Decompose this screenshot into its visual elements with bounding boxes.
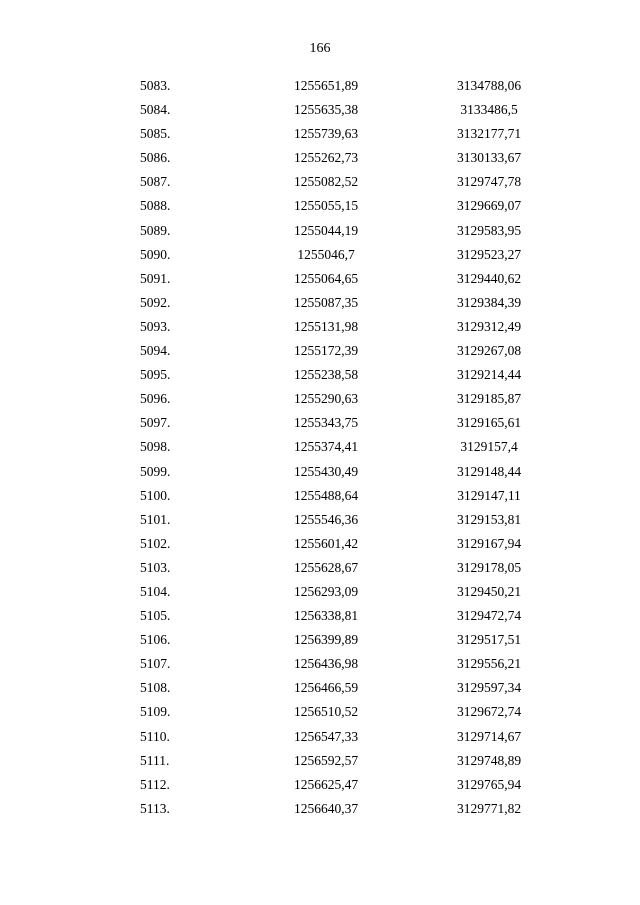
coordinate-x: 1255082,52 — [293, 174, 359, 190]
point-number: 5085. — [140, 126, 171, 142]
point-number: 5101. — [140, 511, 171, 527]
coordinate-x: 1255087,35 — [293, 294, 359, 310]
coordinate-x: 1255430,49 — [293, 463, 359, 479]
table-row — [0, 582, 640, 606]
coordinate-y: 3129771,82 — [456, 800, 522, 816]
table-row — [0, 630, 640, 654]
point-number: 5097. — [140, 415, 171, 431]
point-number: 5088. — [140, 198, 171, 214]
table-row — [0, 269, 640, 293]
point-number: 5083. — [140, 78, 171, 93]
coordinate-y: 3129147,11 — [457, 487, 521, 503]
coordinate-y: 3129148,44 — [456, 463, 522, 479]
coordinate-y: 3130133,67 — [456, 150, 522, 166]
point-number: 5100. — [140, 487, 171, 503]
coordinate-y: 3133486,5 — [460, 102, 518, 118]
table-row — [0, 389, 640, 413]
point-number: 5092. — [140, 294, 171, 310]
coordinate-y: 3129556,21 — [456, 656, 522, 672]
point-number: 5084. — [140, 102, 171, 118]
table-row — [0, 124, 640, 148]
table-row — [0, 654, 640, 678]
point-number: 5086. — [140, 150, 171, 166]
point-number: 5105. — [140, 608, 171, 624]
table-row — [0, 365, 640, 389]
coordinate-table — [0, 76, 640, 823]
point-number: 5104. — [140, 583, 171, 599]
table-row — [0, 341, 640, 365]
coordinate-x: 1256625,47 — [293, 776, 359, 792]
table-row — [0, 678, 640, 702]
coordinate-x: 1255739,63 — [293, 126, 359, 142]
coordinate-x: 1256338,81 — [293, 608, 359, 624]
coordinate-y: 3129523,27 — [456, 246, 522, 262]
point-number: 5091. — [140, 270, 171, 286]
coordinate-x: 1255635,38 — [293, 102, 359, 118]
coordinate-x: 1256547,33 — [293, 728, 359, 744]
table-row — [0, 293, 640, 317]
coordinate-x: 1255374,41 — [293, 439, 359, 455]
coordinate-y: 3129165,61 — [456, 415, 522, 431]
coordinate-y: 3129178,05 — [456, 559, 522, 575]
table-row — [0, 245, 640, 269]
point-number: 5087. — [140, 174, 171, 190]
table-row — [0, 727, 640, 751]
table-row — [0, 510, 640, 534]
coordinate-x: 1255238,58 — [293, 367, 359, 383]
coordinate-x: 1255488,64 — [293, 487, 359, 503]
coordinate-x: 1255055,15 — [293, 198, 359, 214]
coordinate-y: 3129185,87 — [456, 391, 522, 407]
point-number: 5110. — [140, 728, 170, 744]
table-row — [0, 775, 640, 799]
coordinate-y: 3129765,94 — [456, 776, 522, 792]
coordinate-x: 1255546,36 — [293, 511, 359, 527]
table-row — [0, 317, 640, 341]
table-row — [0, 606, 640, 630]
table-row — [0, 558, 640, 582]
coordinate-x: 1256466,59 — [293, 680, 359, 696]
coordinate-y: 3129583,95 — [456, 222, 522, 238]
coordinate-x: 1255064,65 — [293, 270, 359, 286]
coordinate-y: 3129597,34 — [456, 680, 522, 696]
coordinate-x: 1256436,98 — [293, 656, 359, 672]
point-number: 5089. — [140, 222, 171, 238]
point-number: 5090. — [140, 246, 171, 262]
table-row — [0, 172, 640, 196]
table-row — [0, 100, 640, 124]
table-row — [0, 221, 640, 245]
coordinate-x: 1256399,89 — [293, 632, 359, 648]
coordinate-x: 1256293,09 — [293, 583, 359, 599]
table-row — [0, 534, 640, 558]
coordinate-x: 1256640,37 — [293, 800, 359, 816]
coordinate-y: 3134788,06 — [456, 78, 522, 93]
coordinate-y: 3129714,67 — [456, 728, 522, 744]
point-number: 5109. — [140, 704, 171, 720]
point-number: 5095. — [140, 367, 171, 383]
coordinate-x: 1255628,67 — [293, 559, 359, 575]
coordinate-x: 1256510,52 — [293, 704, 359, 720]
coordinate-y: 3129214,44 — [456, 367, 522, 383]
coordinate-y: 3129669,07 — [456, 198, 522, 214]
point-number: 5103. — [140, 559, 171, 575]
point-number: 5113. — [140, 800, 170, 816]
coordinate-x: 1255343,75 — [293, 415, 359, 431]
coordinate-y: 3129672,74 — [456, 704, 522, 720]
point-number: 5102. — [140, 535, 171, 551]
coordinate-y: 3129748,89 — [456, 752, 522, 768]
point-number: 5096. — [140, 391, 171, 407]
coordinate-y: 3129157,4 — [460, 439, 518, 455]
point-number: 5108. — [140, 680, 171, 696]
point-number: 5112. — [140, 776, 170, 792]
table-row — [0, 799, 640, 823]
table-row — [0, 486, 640, 510]
coordinate-x: 1255046,7 — [297, 246, 355, 262]
coordinate-x: 1255651,89 — [293, 78, 359, 93]
coordinate-x: 1255262,73 — [293, 150, 359, 166]
coordinate-x: 1255172,39 — [293, 343, 359, 359]
table-row — [0, 437, 640, 461]
page-number: 166 — [309, 41, 331, 56]
coordinate-x: 1255044,19 — [293, 222, 359, 238]
table-row — [0, 148, 640, 172]
coordinate-y: 3129167,94 — [456, 535, 522, 551]
coordinate-y: 3129267,08 — [456, 343, 522, 359]
point-number: 5106. — [140, 632, 171, 648]
coordinate-y: 3129312,49 — [456, 318, 522, 334]
coordinate-y: 3129440,62 — [456, 270, 522, 286]
table-row — [0, 196, 640, 220]
coordinate-y: 3129472,74 — [456, 608, 522, 624]
coordinate-x: 1255131,98 — [293, 318, 359, 334]
point-number: 5111. — [140, 752, 170, 768]
coordinate-x: 1255290,63 — [293, 391, 359, 407]
table-row — [0, 751, 640, 775]
point-number: 5094. — [140, 343, 171, 359]
point-number: 5093. — [140, 318, 171, 334]
coordinate-y: 3129747,78 — [456, 174, 522, 190]
table-row — [0, 702, 640, 726]
table-row — [0, 462, 640, 486]
coordinate-y: 3129384,39 — [456, 294, 522, 310]
coordinate-x: 1255601,42 — [293, 535, 359, 551]
point-number: 5107. — [140, 656, 171, 672]
coordinate-y: 3129450,21 — [456, 583, 522, 599]
point-number: 5098. — [140, 439, 171, 455]
coordinate-y: 3129153,81 — [456, 511, 522, 527]
point-number: 5099. — [140, 463, 171, 479]
coordinate-x: 1256592,57 — [293, 752, 359, 768]
coordinate-y: 3132177,71 — [456, 126, 522, 142]
coordinate-y: 3129517,51 — [456, 632, 522, 648]
table-row — [0, 413, 640, 437]
table-row — [0, 76, 640, 100]
